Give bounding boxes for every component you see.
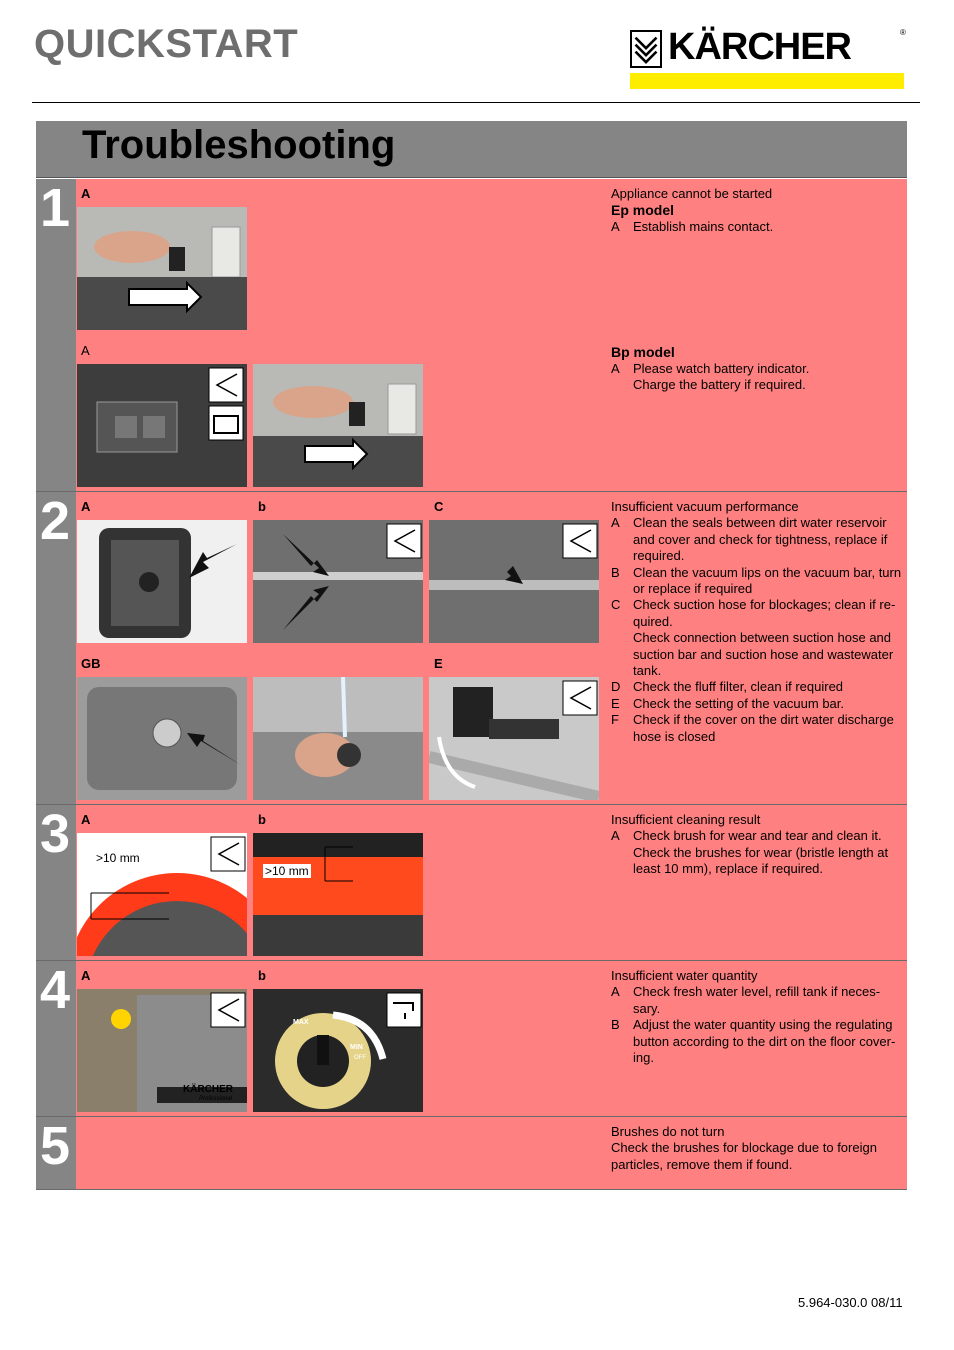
photo-label: GB [81, 656, 101, 671]
bp-model-heading: Bp model [611, 344, 675, 360]
section-number: 1 [40, 178, 71, 238]
list-item: A Clean the seals between dirt water reservoir and cover and check for tightness, replace if required. [611, 515, 888, 564]
vacuum-lips-photo [253, 520, 423, 643]
photo-label: b [258, 812, 266, 827]
section-3 [36, 805, 907, 961]
section-1-text [611, 186, 907, 236]
list-item: B Adjust the water quantity using the regulating button according to the dirt on the floor cover-ing. [611, 1017, 896, 1066]
section-number: 2 [40, 491, 71, 551]
machine-sub-label: Professional [199, 1096, 233, 1102]
section-heading: Appliance cannot be started [611, 186, 773, 201]
section-heading: Insufficient cleaning result [611, 812, 761, 827]
list-item: B Clean the vacuum lips on the vacuum bar, turn or replace if required [611, 564, 902, 597]
list-item: E Check the setting of the vacuum bar. [611, 695, 845, 711]
karcher-logo [630, 28, 906, 90]
machine-brand-label: KÄRCHER [183, 1084, 233, 1095]
list-item: A Check fresh water level, refill tank if neces-sary. [611, 984, 881, 1016]
title-bar [36, 121, 907, 178]
plug-photo [77, 207, 247, 330]
photo-label: b [258, 499, 266, 514]
list-item: A Check brush for wear and tear and clean it. [611, 828, 882, 844]
section-number: 4 [40, 960, 71, 1020]
filter-rinse-photo [253, 677, 423, 800]
photo-label: C [434, 499, 444, 514]
section-2 [36, 492, 907, 805]
list-item: A Establish mains contact. [611, 219, 774, 235]
section-3-text [611, 812, 907, 878]
list-item: Check the brushes for wear (bristle length at least 10 mm), replace if required. [633, 844, 889, 877]
list-item: C Check suction hose for blockages; clean if re-quired. [611, 597, 896, 629]
dial-min-label: MIN [350, 1044, 363, 1051]
photo-label: E [434, 656, 443, 671]
plug-photo-2 [253, 364, 423, 487]
water-regulator-photo [253, 989, 423, 1112]
registered-mark: ® [900, 28, 906, 37]
vacuum-bar-setting-photo [429, 677, 599, 800]
section-1-bp-text [611, 344, 907, 394]
dial-max-label: MAX [293, 1019, 309, 1026]
dial-off-label: OFF [354, 1055, 366, 1061]
section-heading: Insufficient vacuum performance [611, 499, 799, 514]
header-rule [32, 102, 920, 103]
suction-hose-photo [429, 520, 599, 643]
page-title: Troubleshooting [82, 123, 396, 167]
photo-label: A [81, 343, 90, 358]
battery-indicator-photo [77, 364, 247, 487]
photo-label: A [81, 186, 91, 201]
section-heading: Brushes do not turn [611, 1124, 725, 1139]
brush-length-note: >10 mm [265, 864, 309, 878]
list-item: A Please watch battery indicator. Charge the battery if required. [611, 361, 810, 393]
section-number-column [36, 805, 76, 960]
section-number: 5 [40, 1116, 71, 1176]
section-1 [36, 179, 907, 492]
photo-label: A [81, 812, 91, 827]
fluff-filter-photo [77, 677, 247, 800]
section-4-text [611, 968, 907, 1066]
karcher-logo-mark-icon [630, 30, 662, 68]
section-4 [36, 961, 907, 1117]
quickstart-title: QUICKSTART [34, 22, 299, 66]
section-5-text [611, 1124, 907, 1173]
section-number: 3 [40, 804, 71, 864]
photo-label: b [258, 968, 266, 983]
karcher-logo-text: KÄRCHER [668, 26, 851, 68]
ep-model-heading: Ep model [611, 202, 675, 219]
section-heading: Insufficient water quantity [611, 968, 758, 983]
logo-yellow-bar [630, 73, 904, 89]
list-item: F Check if the cover on the dirt water discharge hose is closed [611, 712, 894, 744]
list-item: D Check the fluff filter, clean if required [611, 679, 844, 695]
section-2-text [611, 499, 907, 745]
section-5 [36, 1117, 907, 1190]
reservoir-seal-photo [77, 520, 247, 643]
roller-brush-photo [253, 833, 423, 956]
brush-length-note: >10 mm [96, 851, 140, 865]
section-number-column [36, 179, 76, 491]
doc-number: 5.964-030.0 08/11 [798, 1295, 903, 1310]
section-number-column [36, 961, 76, 1116]
photo-label: A [81, 968, 91, 983]
section-body: Check the brushes for blockage due to foreign particles, remove them if found. [611, 1140, 877, 1172]
photo-label: A [81, 499, 91, 514]
section-number-column [36, 1117, 76, 1189]
list-item: Check connection between suction hose and suction bar and suction hose and wastewater tank. [633, 630, 894, 679]
section-number-column [36, 492, 76, 804]
